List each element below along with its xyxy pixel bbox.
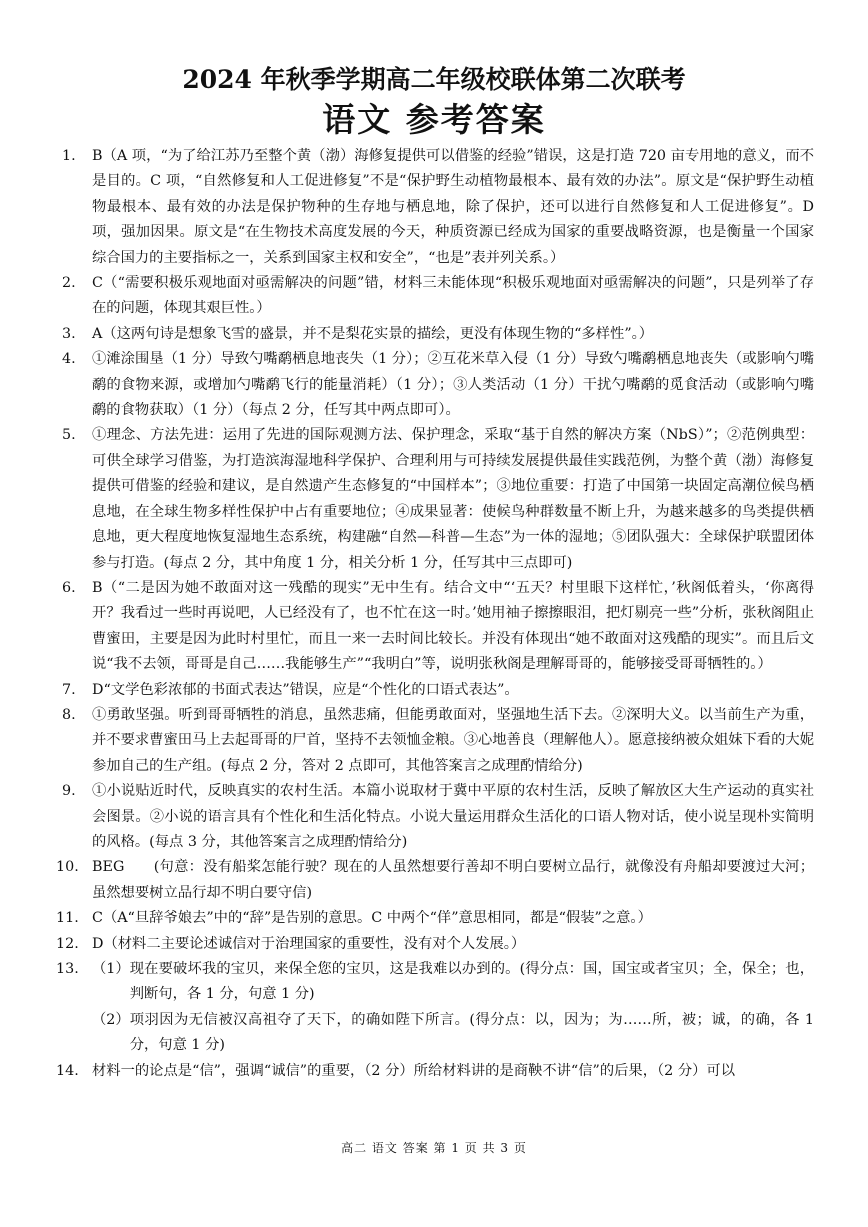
- item-text: B（“二是因为她不敢面对这一残酷的现实”无中生有。结合文中“‘五天？村里眼下这样忙，’秋阁低着头，‘你离得开？我看过一些时再说吧，人已经没有了，也不忙在这一时。’她用袖子擦擦眼泪，把灯剔亮一些”分析，张秋阁阻止曹蜜田，主要是因为此时村里忙，而且一来一去时间比较长。并没有体现出“她不敢面对这残酷的现实”。而且后文说“我不去领，哥哥是自己……我能够生产”“我明白”等，说明张秋阁是理解哥哥的，能够接受哥哥牺牲的。）: [92, 579, 814, 673]
- item-text: D（材料二主要论述诚信对于治理国家的重要性，没有对个人发展。）: [92, 935, 526, 952]
- item-number: 4.: [62, 351, 76, 368]
- item-number: 12.: [56, 935, 79, 952]
- answer-item-8: [62, 703, 814, 779]
- answer-item-13: [56, 957, 814, 1059]
- answer-item-4: [62, 347, 814, 423]
- answer-item-14: [56, 1059, 814, 1084]
- item-text: C（A“旦辞爷娘去”中的“辞”是告别的意思。C 中两个“佯”意思相同，都是“假装”之意。）: [92, 910, 652, 927]
- page-footer: 高二 语文 答案 第 1 页 共 3 页: [341, 1141, 527, 1155]
- answer-item-12: [56, 932, 814, 957]
- item-number: 3.: [62, 325, 76, 342]
- sub-number: （1）: [92, 961, 130, 977]
- sub-number: （2）: [92, 1011, 130, 1028]
- sub-text: 项羽因为无信被汉高祖夺了天下，的确如陛下所言。(得分点：以，因为；为……所，被；诚，的确，各 1 分，句意 1 分): [129, 1011, 814, 1054]
- item-number: 13.: [56, 961, 79, 977]
- item-number: 6.: [62, 579, 76, 596]
- answer-item-6: [62, 576, 814, 678]
- item-number: 2.: [62, 275, 76, 292]
- item-text: ①小说贴近时代，反映真实的农村生活。本篇小说取材于冀中平原的农村生活，反映了解放区大生产运动的真实社会图景。②小说的语言具有个性化和生活化特点。小说大量运用群众生活化的口语人物对话，使小说呈现朴实简明的风格。(每点 3 分，其他答案言之成理酌情给分): [92, 783, 814, 850]
- sub-text: 现在要破坏我的宝贝，来保全您的宝贝，这是我难以办到的。(得分点：国，国宝或者宝贝；全，保全；也，判断句，各 1 分，句意 1 分): [129, 961, 814, 1003]
- item-text: BEG (句意：没有船桨怎能行驶？现在的人虽然想要行善却不明白要树立品行，就像没有舟船却要渡过大河；虽然想要树立品行却不明白要守信): [92, 859, 814, 901]
- item-subanswers: [92, 957, 814, 1059]
- item-text: 材料一的论点是“信”，强调“诚信”的重要，（2 分）所给材料讲的是商鞅不讲“信”的后果，（2 分）可以: [92, 1062, 736, 1079]
- item-number: 8.: [62, 706, 76, 723]
- item-text: ①理念、方法先进：运用了先进的国际观测方法、保护理念，采取“基于自然的解决方案（NbS）”；②范例典型：可供全球学习借鉴，为打造滨海湿地科学保护、合理利用与可持续发展提供最佳实践范例，为整个黄（渤）海修复提供可借鉴的经验和建议，是自然遗产生态修复的“中国样本”；③地位重要：打造了中国第一块固定高潮位候鸟栖息地，在全球生物多样性保护中占有重要地位；④成果显著：使候鸟种群数量不断上升，为越来越多的鸟类提供栖息地，更大程度地恢复湿地生态系统，构建融“自然—科普—生态”为一体的湿地；⑤团队强大：全球保护联盟团体参与打造。(每点 2 分，其中角度 1 分，相关分析 1 分，任写其中三点即可): [92, 427, 814, 571]
- answer-item-5: [62, 423, 814, 575]
- answer-list: [56, 144, 814, 1084]
- document-subtitle: 语文 参考答案: [322, 100, 546, 139]
- item-number: 5.: [62, 427, 76, 444]
- item-text: ①滩涂围垦（1 分）导致勺嘴鹬栖息地丧失（1 分）；②互花米草入侵（1 分）导致勺嘴鹬栖息地丧失（或影响勺嘴鹬的食物来源，或增加勺嘴鹬飞行的能量消耗）（1 分）；③人类活动（1 分）干扰勺嘴鹬的觅食活动（或影响勺嘴鹬的食物获取）（1 分）（每点 2 分，任写其中两点即可）。: [92, 351, 814, 419]
- item-text: A（这两句诗是想象飞雪的盛景，并不是梨花实景的描绘，更没有体现生物的“多样性”。）: [92, 325, 654, 342]
- sub-answer-1: [92, 957, 814, 1008]
- item-text: ①勇敢坚强。听到哥哥牺牲的消息，虽然悲痛，但能勇敢面对，坚强地生活下去。②深明大义。以当前生产为重，并不要求曹蜜田马上去起哥哥的尸首，坚持不去领恤金粮。③心地善良（理解他人）。愿意接纳被众姐妹下看的大妮参加自己的生产组。(每点 2 分，答对 2 点即可，其他答案言之成理酌情给分): [92, 706, 814, 774]
- item-number: 9.: [62, 783, 76, 800]
- item-number: 1.: [62, 148, 76, 164]
- answer-item-11: [56, 906, 814, 931]
- answer-item-1: [62, 144, 814, 271]
- answer-item-7: [62, 678, 814, 703]
- item-number: 14.: [56, 1062, 79, 1079]
- item-number: 11.: [56, 910, 79, 927]
- exam-title: 2024 年秋季学期高二年级校联体第二次联考: [182, 65, 686, 94]
- item-number: 7.: [62, 681, 76, 698]
- answer-item-10: [56, 855, 814, 906]
- item-text: D“文学色彩浓郁的书面式表达”错误，应是“个性化的口语式表达”。: [92, 681, 519, 698]
- sub-answer-2: [92, 1008, 814, 1059]
- item-text: B（A 项，“为了给江苏乃至整个黄（渤）海修复提供可以借鉴的经验”错误，这是打造 720 亩专用地的意义，而不是目的。C 项，“自然修复和人工促进修复”不是“保护野生动植物最根本、最有效的办法”。原文是“保护野生动植物最根本、最有效的办法是保护物种的生存地与栖息地，除了保护，还可以进行自然修复和人工促进修复”。D 项，强加因果。原文是“在生物技术高度发展的今天，种质资源已经成为国家的重要战略资源，也是衡量一个国家综合国力的主要指标之一，关系到国家主权和安全”，“也是”表并列关系。）: [92, 148, 814, 266]
- answer-item-2: [62, 271, 814, 322]
- item-text: C（“需要积极乐观地面对亟需解决的问题”错，材料三未能体现“积极乐观地面对亟需解决的问题”，只是列举了存在的问题，体现其艰巨性。）: [92, 275, 814, 317]
- answer-item-9: [62, 779, 814, 855]
- item-number: 10.: [56, 859, 79, 876]
- answer-item-3: [62, 322, 814, 347]
